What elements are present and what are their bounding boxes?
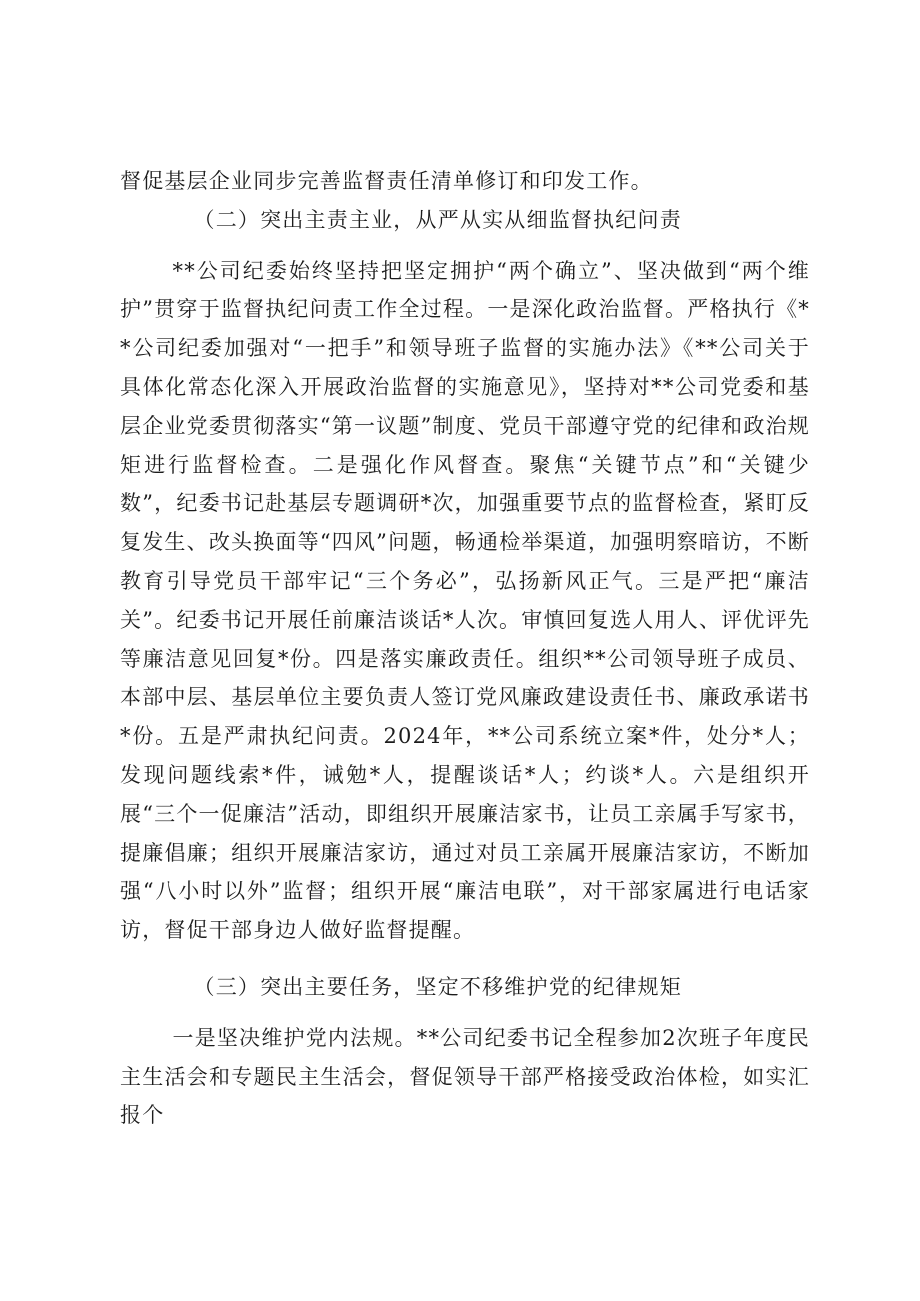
- section-3-body-paragraph: 一是坚决维护党内法规。**公司纪委书记全程参加2次班子年度民主生活会和专题民主生活会，督促领导干部严格接受政治体检，如实汇报个: [120, 1025, 810, 1128]
- document-body: [120, 162, 810, 1135]
- section-heading-3: （三）突出主要任务，坚定不移维护党的纪律规矩: [193, 974, 682, 999]
- section-heading-2: （二）突出主责主业，从严从实从细监督执纪问责: [193, 207, 682, 232]
- lead-paragraph: 督促基层企业同步完善监督责任清单修订和印发工作。: [120, 169, 653, 193]
- section-2-body-paragraph: **公司纪委始终坚持把坚定拥护“两个确立”、坚决做到“两个维护”贯穿于监督执纪问责工作全过程。一是深化政治监督。严格执行《**公司纪委加强对“一把手”和领导班子监督的实施办法》《**公司关于具体化常态化深入开展政治监督的实施意见》，坚持对**公司党委和基层企业党委贯彻落实“第一议题”制度、党员干部遵守党的纪律和政治规矩进行监督检查。二是强化作风督查。聚焦“关键节点”和“关键少数”，纪委书记赴基层专题调研*次，加强重要节点的监督检查，紧盯反复发生、改头换面等“四风”问题，畅通检举渠道，加强明察暗访，不断教育引导党员干部牢记“三个务必”，弘扬新风正气。三是严把“廉洁关”。纪委书记开展任前廉洁谈话*人次。审慎回复选人用人、评优评先等廉洁意见回复*份。四是落实廉政责任。组织**公司领导班子成员、本部中层、基层单位主要负责人签订党风廉政建设责任书、廉政承诺书*份。五是严肃执纪问责。2024年，**公司系统立案*件，处分*人；发现问题线索*件，诫勉*人，提醒谈话*人；约谈*人。六是组织开展“三个一促廉洁”活动，即组织开展廉洁家书，让员工亲属手写家书，提廉倡廉；组织开展廉洁家访，通过对员工亲属开展廉洁家访，不断加强“八小时以外”监督；组织开展“廉洁电联”，对干部家属进行电话家访，督促干部身边人做好监督提醒。: [120, 258, 810, 943]
